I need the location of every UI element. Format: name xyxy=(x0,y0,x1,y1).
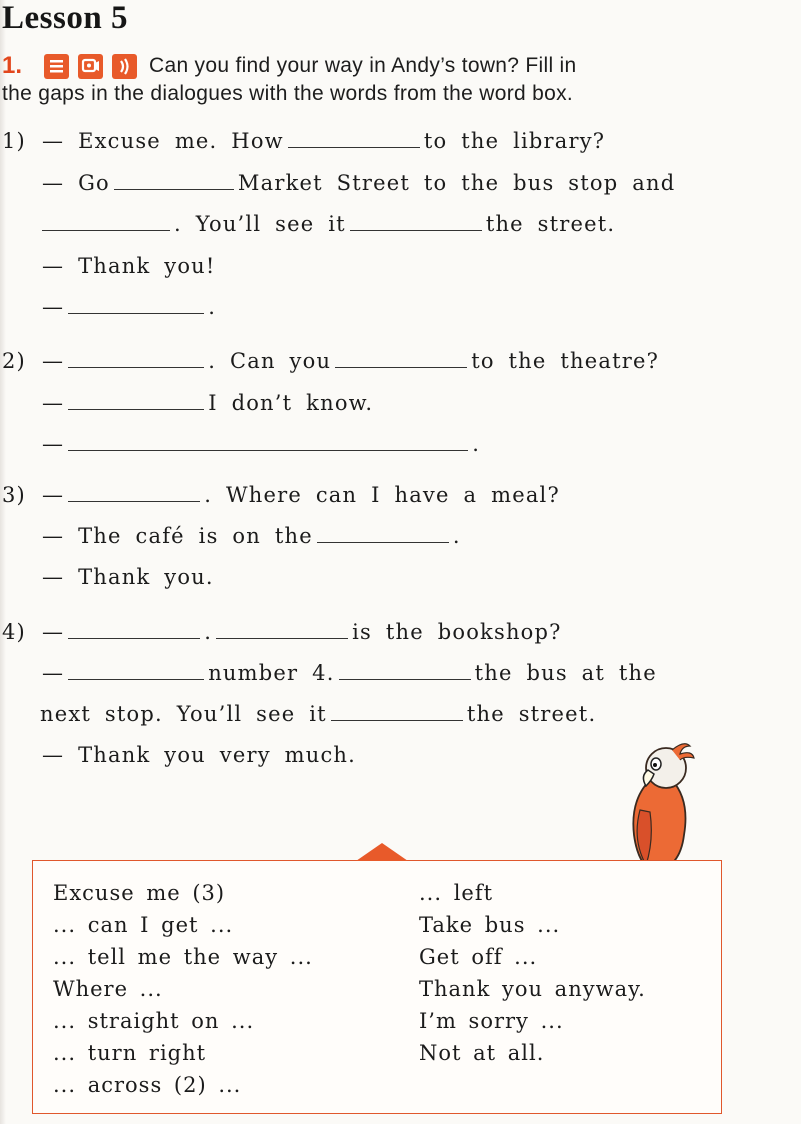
text: next stop. You’ll see it xyxy=(40,702,327,726)
blank-gap[interactable] xyxy=(68,349,204,368)
blank-gap[interactable] xyxy=(331,702,463,721)
text: — Excuse me. How xyxy=(42,129,284,153)
instruction-line-1: Can you find your way in Andy’s town? Fill in xyxy=(149,54,577,77)
text: number 4. xyxy=(208,661,335,685)
word-box-item: Where ... xyxy=(53,977,163,1001)
blank-gap[interactable] xyxy=(317,524,449,543)
blank-gap[interactable] xyxy=(42,212,170,231)
text: — xyxy=(42,432,65,456)
dialogue-4-line-3 xyxy=(40,702,596,726)
text: the street. xyxy=(466,702,597,726)
dialogue-3-line-2 xyxy=(42,524,461,548)
text: — Go xyxy=(42,171,110,195)
text: — xyxy=(42,391,65,415)
word-box-column-1 xyxy=(53,877,313,1101)
blank-gap[interactable] xyxy=(114,171,234,190)
text: to the theatre? xyxy=(471,349,660,373)
exercise-number: 1. xyxy=(2,52,23,79)
dialogue-3-line-1 xyxy=(42,483,560,507)
speech-icon xyxy=(78,54,103,79)
blank-gap[interactable] xyxy=(68,661,204,680)
blank-gap[interactable] xyxy=(68,483,200,502)
dialogue-3-number: 3) xyxy=(2,483,26,507)
word-box-pointer xyxy=(356,843,408,861)
text: — The café is on the xyxy=(42,524,313,548)
blank-gap[interactable] xyxy=(216,620,348,639)
audio-icon xyxy=(112,54,137,79)
word-box-item: Get off ... xyxy=(419,945,538,969)
text: — xyxy=(42,620,65,644)
text: . xyxy=(204,620,213,644)
word-box-item: ... left xyxy=(419,881,494,905)
dialogue-1-line-1 xyxy=(42,129,605,153)
word-box-item: ... across (2) ... xyxy=(53,1073,242,1097)
text: — xyxy=(42,661,65,685)
word-box-item: ... can I get ... xyxy=(53,913,234,937)
word-box-item: Thank you anyway. xyxy=(419,977,646,1001)
text: . You’ll see it xyxy=(174,212,346,236)
dialogue-2-number: 2) xyxy=(2,349,26,373)
dialogue-3-line-3: — Thank you. xyxy=(42,565,214,589)
word-box-item: ... tell me the way ... xyxy=(53,945,313,969)
text: — xyxy=(42,483,65,507)
text: Market Street to the bus stop and xyxy=(237,171,676,195)
word-box-item: Take bus ... xyxy=(419,913,561,937)
text: — xyxy=(42,349,65,373)
text: the bus at the xyxy=(474,661,657,685)
word-box-item: Not at all. xyxy=(419,1041,545,1065)
blank-gap[interactable] xyxy=(68,620,200,639)
text: — xyxy=(42,295,65,319)
blank-gap[interactable] xyxy=(288,129,420,148)
dialogue-4-line-2 xyxy=(42,661,657,685)
word-box-item: ... turn right xyxy=(53,1041,207,1065)
text: . Where can I have a meal? xyxy=(204,483,560,507)
text: . xyxy=(472,432,481,456)
dialogue-1-line-4: — Thank you! xyxy=(42,254,216,278)
dialogue-4-line-4: — Thank you very much. xyxy=(42,743,357,767)
dialogue-2-line-2 xyxy=(42,391,373,415)
word-box-item: ... straight on ... xyxy=(53,1009,255,1033)
text: . xyxy=(452,524,461,548)
list-icon xyxy=(44,54,69,79)
dialogue-1-line-5 xyxy=(42,295,216,319)
dialogue-1-line-3 xyxy=(38,212,615,236)
text: . Can you xyxy=(208,349,332,373)
blank-gap[interactable] xyxy=(68,432,468,451)
lesson-title: Lesson 5 xyxy=(2,0,128,36)
parrot-pupil xyxy=(653,763,657,767)
blank-gap[interactable] xyxy=(335,349,467,368)
blank-gap[interactable] xyxy=(350,212,482,231)
text: is the bookshop? xyxy=(352,620,562,644)
text: . xyxy=(208,295,217,319)
word-box-column-2 xyxy=(419,877,646,1069)
dialogue-2-line-3 xyxy=(42,432,480,456)
page-edge-shadow xyxy=(0,0,6,1124)
word-box-item: Excuse me (3) xyxy=(53,881,226,905)
dialogue-1-line-2 xyxy=(42,171,675,195)
text: the street. xyxy=(485,212,616,236)
word-box xyxy=(32,860,722,1114)
dialogue-4-number: 4) xyxy=(2,620,26,644)
blank-gap[interactable] xyxy=(339,661,471,680)
instruction-line-2: the gaps in the dialogues with the words from the word box. xyxy=(2,82,574,105)
dialogue-1-number: 1) xyxy=(2,129,26,153)
blank-gap[interactable] xyxy=(68,295,204,314)
word-box-item: I’m sorry ... xyxy=(419,1009,564,1033)
dialogue-4-line-1 xyxy=(42,620,562,644)
blank-gap[interactable] xyxy=(68,391,204,410)
dialogue-2-line-1 xyxy=(42,349,659,373)
text: I don’t know. xyxy=(208,391,374,415)
text: to the library? xyxy=(423,129,606,153)
